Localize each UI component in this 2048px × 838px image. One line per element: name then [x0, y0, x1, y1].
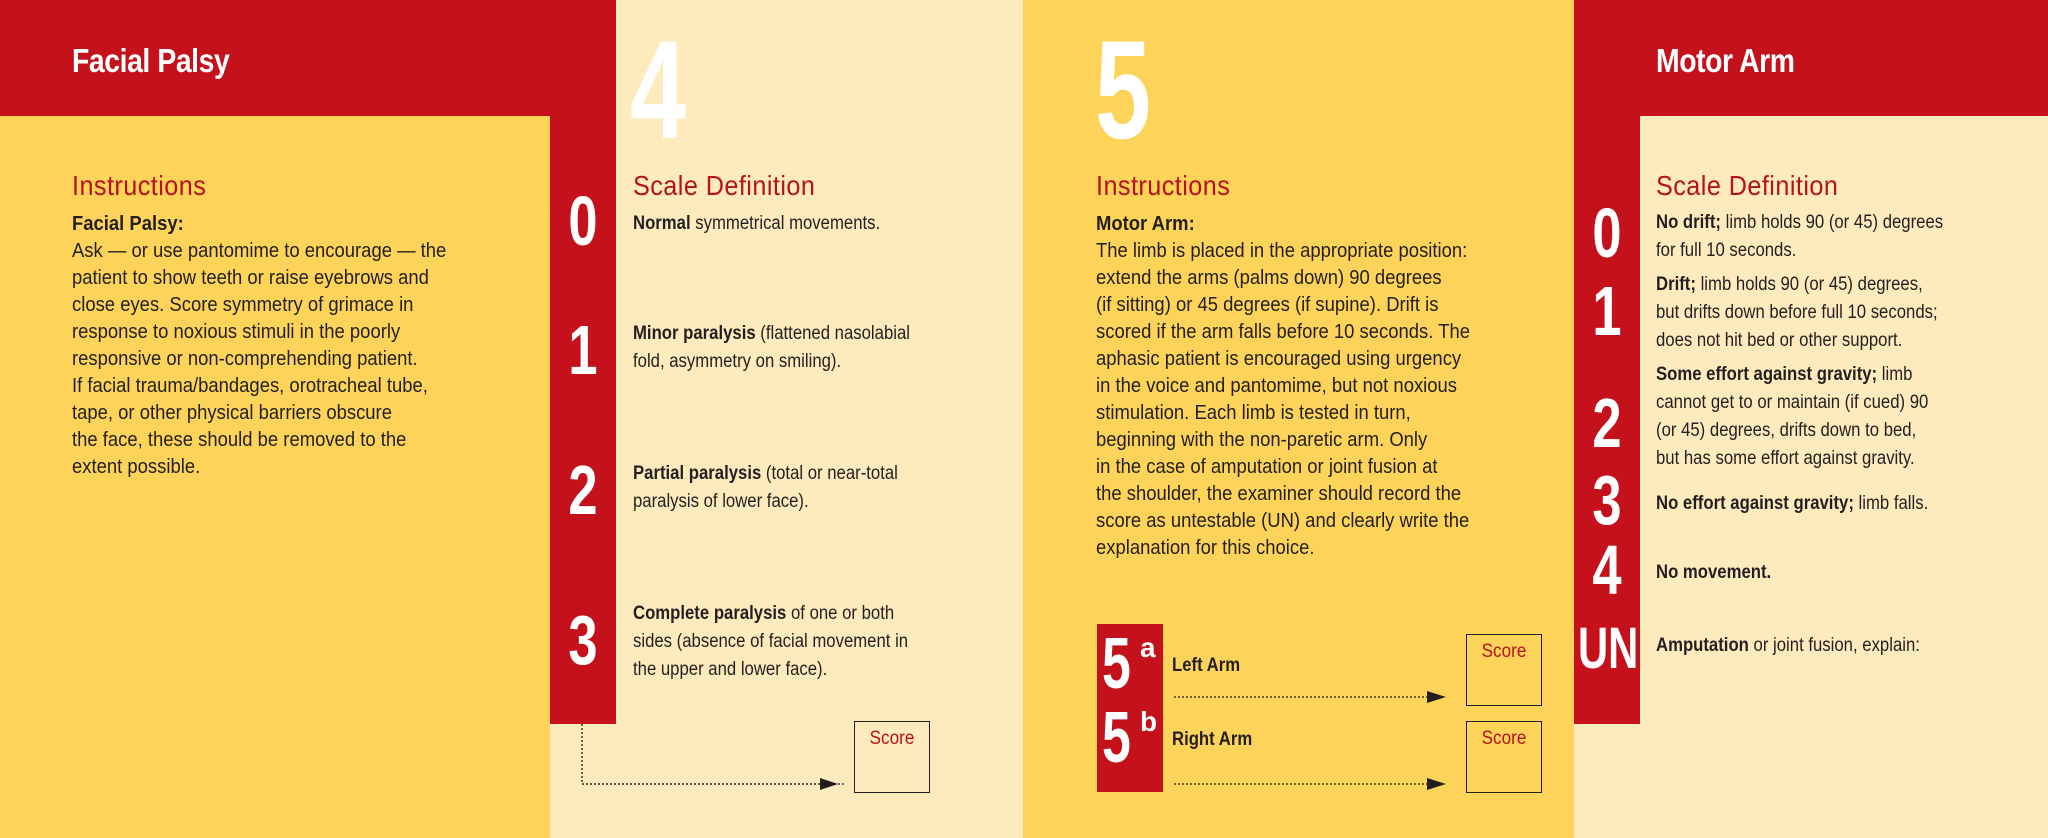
instructions-line: beginning with the non-paretic arm. Only [1096, 428, 1428, 451]
score-rest: cannot get to or maintain (if cued) 90 [1656, 392, 1929, 413]
instructions-line: The limb is placed in the appropriate position: [1096, 239, 1468, 262]
score-rest: limb holds 90 (or 45) degrees [1725, 212, 1944, 233]
panel4-instructions-heading: Instructions [72, 170, 207, 201]
panel5-score-1: 1 [1592, 272, 1622, 350]
panel5-score-un: UN [1578, 616, 1639, 681]
panel5-number: 5 [1095, 11, 1152, 168]
instructions-line: in the case of amputation or joint fusion at [1096, 455, 1438, 478]
right-arm-score-box[interactable] [1466, 721, 1542, 793]
score-bold: Some effort against gravity; [1656, 364, 1878, 385]
instructions-line: tape, or other physical barriers obscure [72, 401, 392, 424]
score-rest: but drifts down before full 10 seconds; [1656, 302, 1938, 323]
arm-sup: a [1140, 632, 1156, 663]
panel5-score-2: 2 [1592, 384, 1622, 462]
score-box-label: Score [1481, 728, 1527, 749]
panel5-score-0: 0 [1592, 194, 1622, 272]
instructions-line: score as untestable (UN) and clearly write the [1096, 509, 1470, 532]
panel5-score-3-text [1656, 490, 1990, 518]
score-rest: limb [1881, 364, 1913, 385]
score-bold: Partial paralysis [633, 463, 762, 484]
panel4-scale-heading: Scale Definition [633, 170, 816, 201]
score-rest: (flattened nasolabial [760, 323, 910, 344]
panel4-score-2: 2 [568, 451, 598, 529]
instructions-line: the face, these should be removed to the [72, 428, 407, 451]
score-rest: sides (absence of facial movement in [633, 631, 909, 652]
score-rest: does not hit bed or other support. [1656, 330, 1903, 351]
instructions-lead: Motor Arm: [1096, 212, 1195, 235]
panel5-instructions-body [1096, 210, 1555, 561]
panel4-score-arrow [575, 724, 845, 794]
panel4-number: 4 [630, 11, 687, 168]
instructions-line: response to noxious stimuli in the poorly [72, 320, 401, 343]
score-rest: paralysis of lower face). [633, 491, 809, 512]
panel5-title-bar [1574, 0, 2048, 116]
arm-5b-number [1102, 698, 1158, 778]
score-rest: but has some effort against gravity. [1656, 448, 1915, 469]
panel4-score-0-text [633, 210, 959, 238]
arm-num: 5 [1102, 698, 1131, 778]
instructions-line: explanation for this choice. [1096, 536, 1315, 559]
instructions-line: the shoulder, the examiner should record the [1096, 482, 1462, 505]
score-rest: for full 10 seconds. [1656, 240, 1797, 261]
instructions-line: extent possible. [72, 455, 201, 478]
score-rest: limb falls. [1858, 493, 1929, 514]
panel5-score-1-text [1656, 271, 1990, 355]
score-rest: symmetrical movements. [695, 213, 881, 234]
instructions-line: If facial trauma/bandages, orotracheal tube, [72, 374, 428, 397]
panel5-scale-heading: Scale Definition [1656, 170, 1839, 201]
score-bold: No effort against gravity; [1656, 493, 1854, 514]
instructions-line: in the voice and pantomime, but not noxious [1096, 374, 1458, 397]
score-bold: Amputation [1656, 635, 1749, 656]
panel4-score-3: 3 [568, 601, 598, 679]
arm-5a-number [1102, 624, 1156, 704]
left-arm-label: Left Arm [1172, 655, 1241, 676]
panel5-instructions-heading: Instructions [1096, 170, 1231, 201]
panel5-title: Motor Arm [1656, 42, 1795, 79]
score-bold: Normal [633, 213, 691, 234]
score-rest: of one or both [790, 603, 895, 624]
panel5-score-0-text [1656, 209, 1990, 265]
panel5-lower-cream [1574, 724, 1640, 838]
panel4-score-2-text [633, 460, 959, 516]
score-box-label: Score [869, 728, 915, 749]
panel5-score-3: 3 [1592, 461, 1622, 539]
score-bold: Drift; [1656, 274, 1696, 295]
instructions-line: aphasic patient is encouraged using urgency [1096, 347, 1462, 370]
instructions-line: close eyes. Score symmetry of grimace in [72, 293, 414, 316]
score-rest: (total or near-total [765, 463, 898, 484]
instructions-line: (if sitting) or 45 degrees (if supine). Drift is [1096, 293, 1439, 316]
score-bold: Complete paralysis [633, 603, 787, 624]
score-rest: fold, asymmetry on smiling). [633, 351, 842, 372]
arm-num: 5 [1102, 624, 1131, 704]
left-arm-score-box[interactable] [1466, 634, 1542, 706]
panel4-score-0: 0 [568, 182, 598, 260]
right-arm-label: Right Arm [1172, 729, 1253, 750]
panel4-title: Facial Palsy [72, 42, 230, 79]
score-rest: (or 45) degrees, drifts down to bed, [1656, 420, 1917, 441]
score-rest: or joint fusion, explain: [1753, 635, 1920, 656]
panel5-score-4: 4 [1592, 531, 1622, 609]
panel5-score-un-text [1656, 632, 1990, 660]
right-arm-arrow [1172, 777, 1452, 791]
arm-sup: b [1140, 706, 1158, 737]
panel4-score-3-text [633, 600, 959, 684]
instructions-line: stimulation. Each limb is tested in turn, [1096, 401, 1411, 424]
panel4-score-1: 1 [568, 311, 598, 389]
score-rest: limb holds 90 (or 45) degrees, [1700, 274, 1923, 295]
score-bold: Minor paralysis [633, 323, 756, 344]
instructions-line: responsive or non-comprehending patient. [72, 347, 418, 370]
instructions-line: extend the arms (palms down) 90 degrees [1096, 266, 1442, 289]
left-arm-arrow [1172, 690, 1452, 704]
panel5-score-4-text [1656, 559, 1990, 587]
score-bold: No drift; [1656, 212, 1722, 233]
score-bold: No movement. [1656, 562, 1772, 583]
instructions-lead: Facial Palsy: [72, 212, 184, 235]
panel4-score-1-text [633, 320, 959, 376]
panel5-score-2-text [1656, 361, 1990, 473]
score-box-label: Score [1481, 641, 1527, 662]
panel4-instructions-body [72, 210, 540, 480]
score-rest: the upper and lower face). [633, 659, 828, 680]
instructions-line: scored if the arm falls before 10 seconds. The [1096, 320, 1470, 343]
instructions-line: Ask — or use pantomime to encourage — the [72, 239, 447, 262]
instructions-line: patient to show teeth or raise eyebrows and [72, 266, 429, 289]
panel4-score-box[interactable] [854, 721, 930, 793]
